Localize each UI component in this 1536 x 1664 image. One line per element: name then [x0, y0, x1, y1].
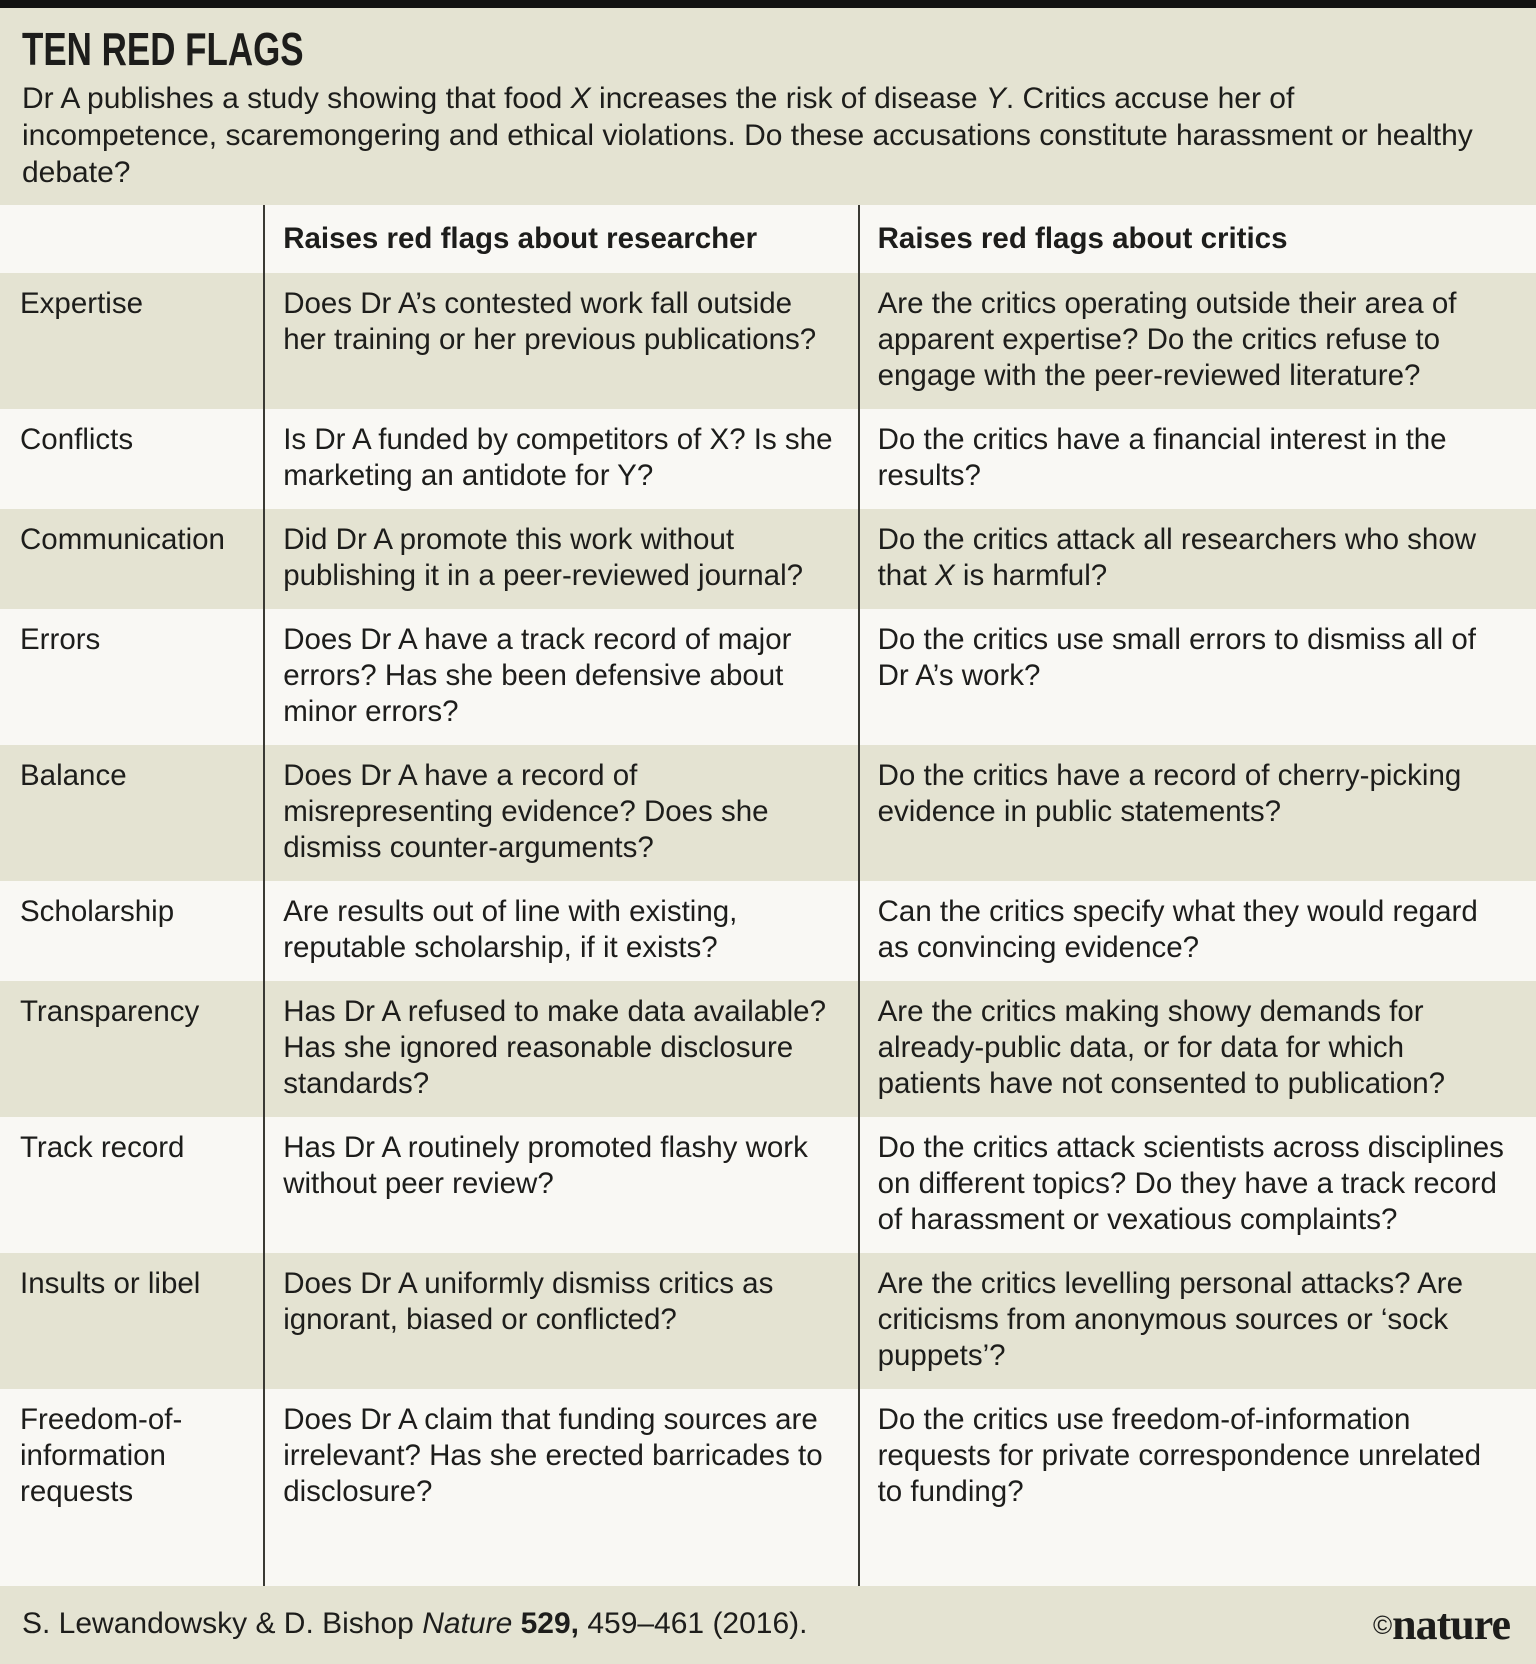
table-row	[0, 273, 1536, 409]
row-label: Transparency	[20, 995, 200, 1028]
row-label: Scholarship	[20, 895, 175, 928]
researcher-cell: Are results out of line with existing, reputable scholarship, if it exists?	[264, 881, 858, 981]
figure-header	[0, 8, 1536, 205]
table-row	[0, 509, 1536, 609]
figure-title: TEN RED FLAGS	[22, 23, 304, 75]
critics-cell: Are the critics operating outside their area of apparent expertise? Do the critics refuse to engage with the peer-reviewed literature?	[859, 273, 1536, 409]
citation: S. Lewandowsky & D. Bishop Nature 529, 459–461 (2016).	[22, 1607, 808, 1640]
researcher-cell: Does Dr A’s contested work fall outside her training or her previous publications?	[264, 273, 858, 409]
table-body	[0, 273, 1536, 1586]
row-label: Track record	[20, 1131, 185, 1164]
critics-cell: Do the critics attack scientists across disciplines on different topics? Do they have a track record of harassment or vexatious complaints?	[859, 1117, 1536, 1253]
critics-cell: Do the critics use freedom-of-information requests for private correspondence unrelated to funding?	[859, 1389, 1536, 1586]
critics-cell: Do the critics have a financial interest in the results?	[859, 409, 1536, 509]
table-header	[0, 205, 1536, 273]
table-row	[0, 1117, 1536, 1253]
critics-cell: Do the critics use small errors to dismiss all of Dr A’s work?	[859, 609, 1536, 745]
researcher-cell: Does Dr A have a record of misrepresenting evidence? Does she dismiss counter-arguments?	[264, 745, 858, 881]
copyright-icon: ©	[1372, 1609, 1393, 1640]
column-header-empty	[0, 205, 264, 273]
table-row	[0, 609, 1536, 745]
critics-cell: Are the critics levelling personal attacks? Are criticisms from anonymous sources or ‘sock puppets’?	[859, 1253, 1536, 1389]
critics-cell: Do the critics have a record of cherry-picking evidence in public statements?	[859, 745, 1536, 881]
researcher-cell: Has Dr A routinely promoted flashy work without peer review?	[264, 1117, 858, 1253]
top-rule	[0, 0, 1536, 8]
researcher-cell: Has Dr A refused to make data available? Has she ignored reasonable disclosure standards?	[264, 981, 858, 1117]
critics-cell: Are the critics making showy demands for already-public data, or for data for which patients have not consented to publication?	[859, 981, 1536, 1117]
red-flags-table	[0, 205, 1536, 1586]
researcher-cell: Does Dr A uniformly dismiss critics as ignorant, biased or conflicted?	[264, 1253, 858, 1389]
row-label: Balance	[20, 759, 127, 792]
column-header-critics: Raises red flags about critics	[859, 205, 1536, 273]
table-row	[0, 881, 1536, 981]
row-label: Errors	[20, 623, 101, 656]
researcher-cell: Does Dr A have a track record of major errors? Has she been defensive about minor errors?	[264, 609, 858, 745]
row-label: Insults or libel	[20, 1267, 201, 1300]
researcher-cell: Did Dr A promote this work without publishing it in a peer-reviewed journal?	[264, 509, 858, 609]
researcher-cell: Is Dr A funded by competitors of X? Is she marketing an antidote for Y?	[264, 409, 858, 509]
table-row	[0, 1253, 1536, 1389]
critics-cell: Can the critics specify what they would regard as convincing evidence?	[859, 881, 1536, 981]
row-label: Conflicts	[20, 423, 134, 456]
row-label: Expertise	[20, 287, 143, 320]
critics-cell: Do the critics attack all researchers who show that X is harmful?	[859, 509, 1536, 609]
row-label: Freedom-of-information requests	[20, 1403, 183, 1508]
table-row	[0, 409, 1536, 509]
header-row	[0, 205, 1536, 273]
figure-footer	[0, 1586, 1536, 1664]
table-row	[0, 745, 1536, 881]
row-label: Communication	[20, 523, 225, 556]
nature-logo-text: nature	[1392, 1599, 1510, 1649]
researcher-cell: Does Dr A claim that funding sources are irrelevant? Has she erected barricades to disclosure?	[264, 1389, 858, 1586]
nature-logo	[1373, 1599, 1510, 1650]
table-row	[0, 1389, 1536, 1586]
table-row	[0, 981, 1536, 1117]
column-header-researcher: Raises red flags about researcher	[264, 205, 858, 273]
intro-text: Dr A publishes a study showing that food X increases the risk of disease Y. Critics accuse her of incompetence, scaremongering and ethical violations. Do these accusations constitute harassment or healthy debate?	[22, 82, 1473, 189]
